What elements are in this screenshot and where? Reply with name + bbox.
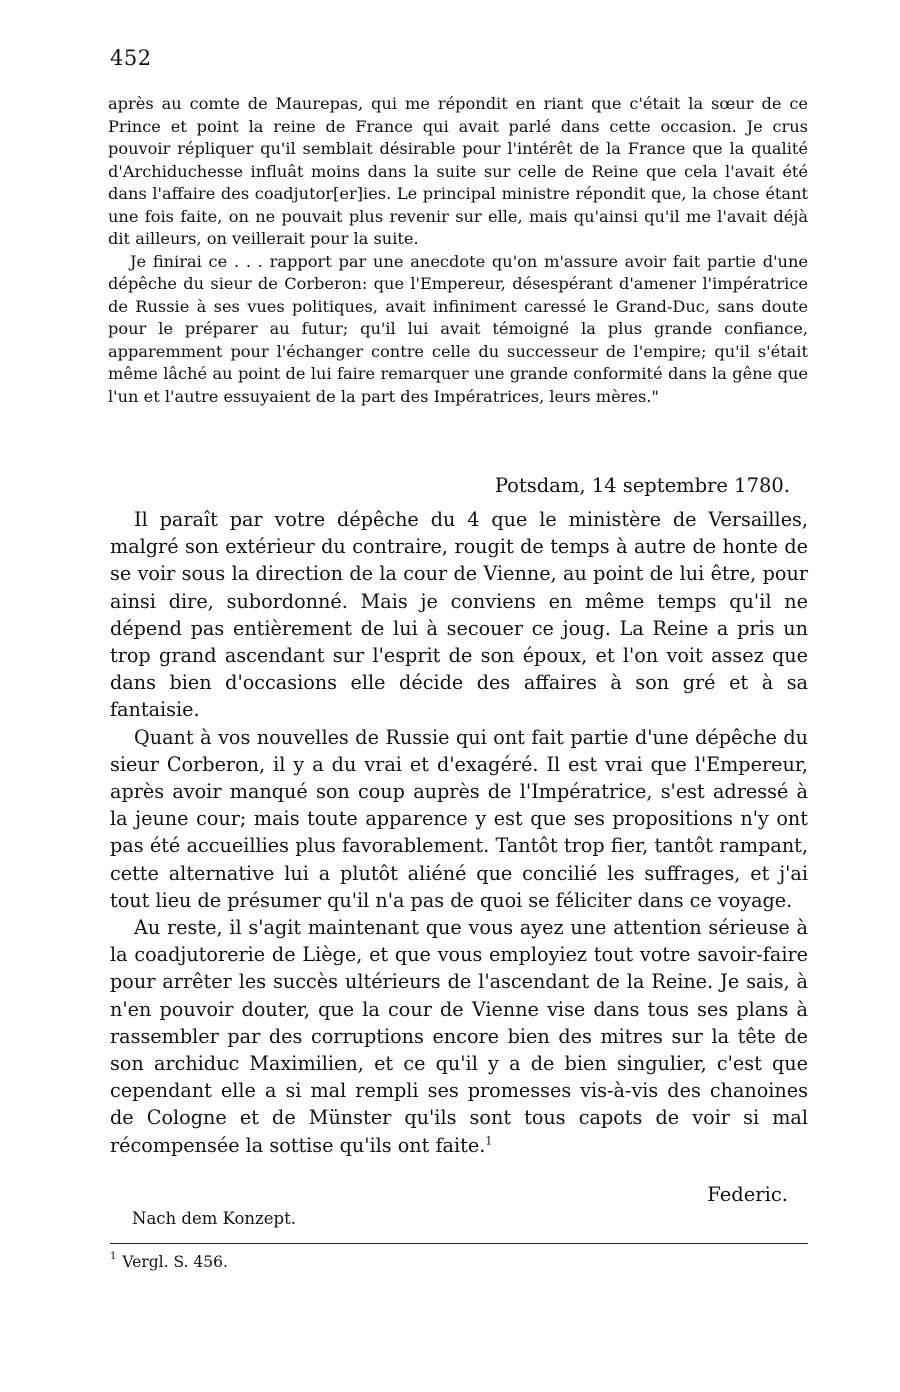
quote-paragraph: après au comte de Maurepas, qui me répondit en riant que c'était la sœur de ce Prince et point la reine de France qui avait parlé dans cette occasion. Je crus pouvoir répliquer qu'il semblait désirable pour l'intérêt de la France que la qualité d'Archiduchesse influât moins dans la suite sur celle de Reine que cela l'avait été dans l'affaire des coadjutor[er]ies. Le principal ministre répondit que, la chose étant une fois faite, on ne pouvait plus revenir sur elle, mais qu'ainsi qu'il me l'avait déjà dit ailleurs, on veillerait pour la suite. bbox=[108, 94, 808, 248]
letter-body bbox=[110, 506, 808, 1159]
letter-paragraph bbox=[110, 914, 808, 1159]
footnote-text: Vergl. S. 456. bbox=[122, 1253, 228, 1272]
source-note: Nach dem Konzept. bbox=[132, 1209, 296, 1228]
letter-paragraph-text: Au reste, il s'agit maintenant que vous ayez une attention sérieuse à la coadjutorerie de Liège, et que vous employiez tout votre savoir-faire pour arrêter les succès ultérieurs de l'ascendant de la Reine. Je sais, à n'en pouvoir douter, que la cour de Vienne vise dans tous ses plans à rassembler par des corruptions encore bien des mitres sur la tête de son archiduc Maximilien, et ce qu'il y a de bien singulier, c'est que cependant elle a si mal rempli ses promesses vis-à-vis des chanoines de Cologne et de Münster qu'ils sont tous capots de voir si mal récompensée la sottise qu'ils ont faite. bbox=[110, 916, 808, 1157]
footnote bbox=[110, 1253, 228, 1271]
dateline: Potsdam, 14 septembre 1780. bbox=[494, 474, 790, 497]
letter-paragraph: Il paraît par votre dépêche du 4 que le ministère de Versailles, malgré son extérieur du contraire, rougit de temps à autre de honte de se voir sous la direction de la cour de Vienne, au point de lui être, pour ainsi dire, subordonné. Mais je conviens en même temps qu'il ne dépend pas entièrement de lui à secouer ce joug. La Reine a pris un trop grand ascendant sur l'esprit de son époux, et l'on voit assez que dans bien d'occasions elle décide des affaires à son gré et à sa fantaisie. bbox=[110, 508, 808, 722]
quoted-report bbox=[108, 93, 808, 408]
page-number: 452 bbox=[110, 46, 152, 70]
footnote-divider bbox=[110, 1243, 808, 1244]
footnote-reference: 1 bbox=[485, 1134, 493, 1148]
letter-paragraph: Quant à vos nouvelles de Russie qui ont fait partie d'une dépêche du sieur Corberon, il y a du vrai et d'exagéré. Il est vrai que l'Empereur, après avoir manqué son coup auprès de l'Impératrice, s'est adressé à la jeune cour; mais toute apparence y est que ses propositions n'y ont pas été accueillies plus favorablement. Tantôt trop fier, tantôt rampant, cette alternative lui a plutôt aliéné que concilié les suffrages, et j'ai tout lieu de présumer qu'il n'a pas de quoi se féliciter dans ce voyage. bbox=[110, 725, 808, 912]
footnote-marker: 1 bbox=[110, 1251, 117, 1262]
signature: Federic. bbox=[707, 1183, 788, 1206]
quote-paragraph: Je finirai ce . . . rapport par une anecdote qu'on m'assure avoir fait partie d'une dépêche du sieur de Corberon: que l'Empereur, désespérant d'amener l'impératrice de Russie à ses vues politiques, avait infiniment caressé le Grand-Duc, sans doute pour le préparer au futur; qu'il lui avait témoigné la plus grande confiance, apparemment pour l'échanger contre celle du successeur de l'empire; qu'il s'était même lâché au point de lui faire remarquer une grande conformité dans la gêne que l'un et l'autre essuyaient de la part des Impératrices, leurs mères." bbox=[108, 251, 808, 406]
